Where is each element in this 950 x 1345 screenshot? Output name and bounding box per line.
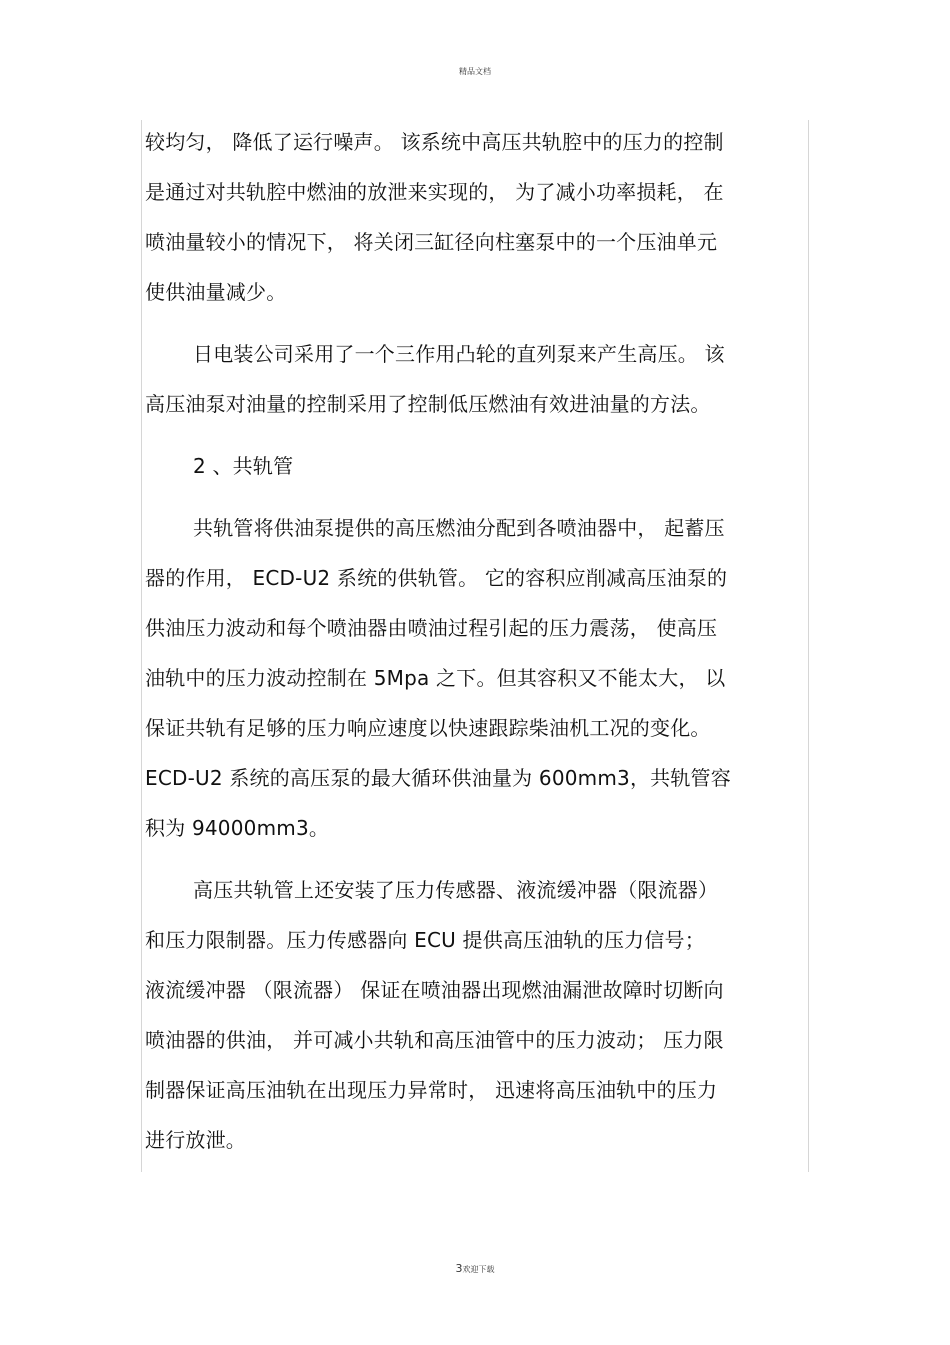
text-line: 液流缓冲器 （限流器） 保证在喷油器出现燃油漏泄故障时切断向 <box>145 978 724 1002</box>
page-number: 3 <box>455 1262 463 1275</box>
text-line: 器的作用， ECD-U2 系统的供轨管。 它的容积应削减高压油泵的 <box>145 566 728 590</box>
text-line: 日电装公司采用了一个三作用凸轮的直列泵来产生高压。 该 <box>193 342 725 366</box>
text-line: ECD-U2 系统的高压泵的最大循环供油量为 600mm3，共轨管容 <box>145 766 731 790</box>
text-line: 制器保证高压油轨在出现压力异常时， 迅速将高压油轨中的压力 <box>145 1078 718 1102</box>
text-line: 保证共轨有足够的压力响应速度以快速跟踪柴油机工况的变化。 <box>145 716 711 740</box>
text-line: 是通过对共轨腔中燃油的放泄来实现的， 为了减小功率损耗， 在 <box>145 180 724 204</box>
text-line: 和压力限制器。压力传感器向 ECU 提供高压油轨的压力信号； <box>145 928 705 952</box>
text-line: 高压共轨管上还安装了压力传感器、液流缓冲器（限流器） <box>193 878 719 902</box>
footer-text: 欢迎下载 <box>462 1265 495 1274</box>
text-line: 较均匀， 降低了运行噪声。 该系统中高压共轨腔中的压力的控制 <box>145 130 724 154</box>
text-line: 积为 94000mm3。 <box>145 816 330 840</box>
content-frame <box>141 120 809 1172</box>
text-line: 高压油泵对油量的控制采用了控制低压燃油有效进油量的方法。 <box>145 392 711 416</box>
page-footer <box>0 1262 950 1275</box>
text-line: 油轨中的压力波动控制在 5Mpa 之下。但其容积又不能太大， 以 <box>145 666 726 690</box>
text-line: 喷油器的供油， 并可减小共轨和高压油管中的压力波动； 压力限 <box>145 1028 724 1052</box>
text-line: 使供油量减少。 <box>145 280 287 304</box>
text-line: 共轨管将供油泵提供的高压燃油分配到各喷油器中， 起蓄压 <box>193 516 725 540</box>
page-header: 精品文档 <box>459 67 491 76</box>
text-line: 供油压力波动和每个喷油器由喷油过程引起的压力震荡， 使高压 <box>145 616 718 640</box>
section-heading: 2 、共轨管 <box>193 454 294 478</box>
text-line: 进行放泄。 <box>145 1128 246 1152</box>
text-line: 喷油量较小的情况下， 将关闭三缸径向柱塞泵中的一个压油单元 <box>145 230 718 254</box>
